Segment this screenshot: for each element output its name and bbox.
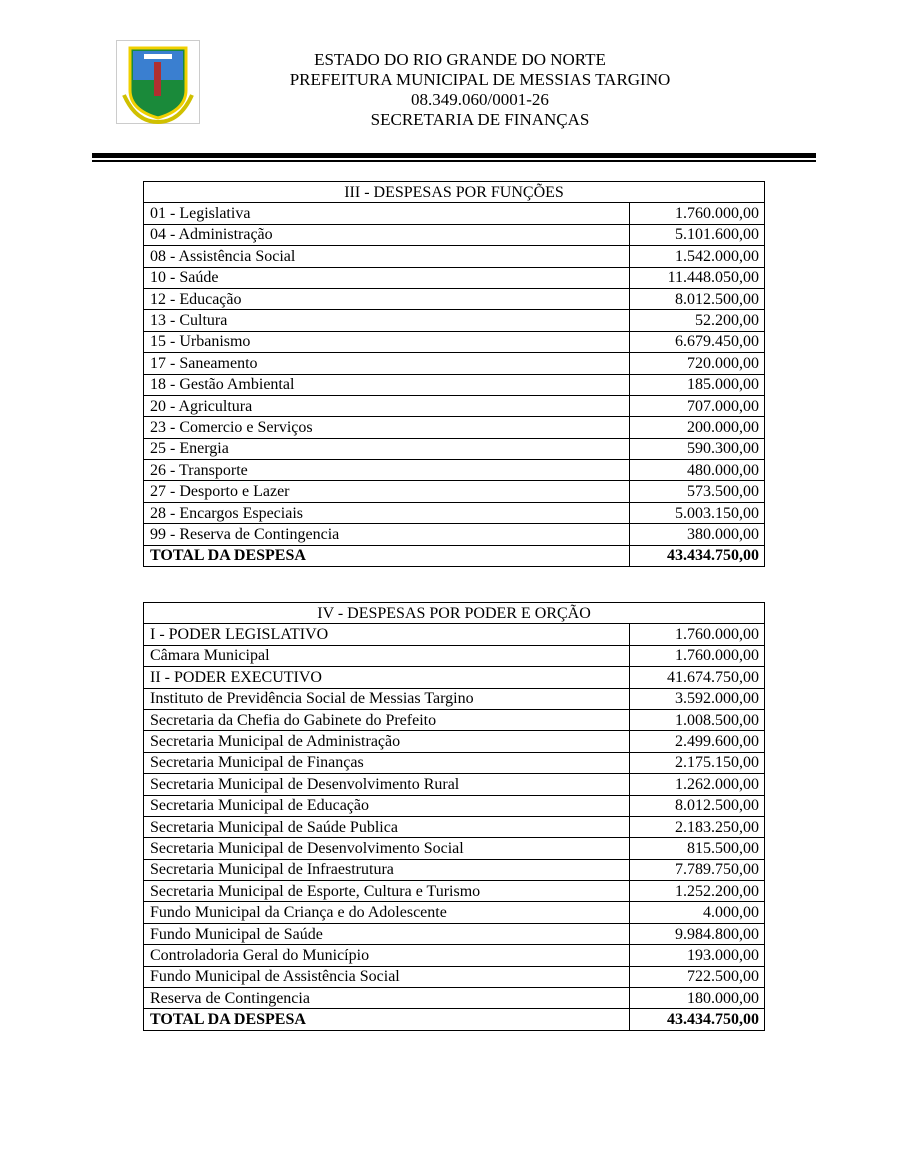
description-cell: 08 - Assistência Social [144,246,630,267]
description-cell: 25 - Energia [144,438,630,459]
amount-cell: 590.300,00 [630,438,765,459]
description-cell: 15 - Urbanismo [144,331,630,352]
amount-cell: 11.448.050,00 [630,267,765,288]
amount-cell: 43.434.750,00 [630,545,765,566]
total-row [144,545,765,566]
description-cell: 17 - Saneamento [144,353,630,374]
description-cell: Secretaria Municipal de Esporte, Cultura e Turismo [144,881,630,902]
table-row [144,460,765,481]
amount-cell: 3.592.000,00 [630,688,765,709]
table-row [144,624,765,645]
header-divider [92,153,816,158]
description-cell: Fundo Municipal da Criança e do Adolescente [144,902,630,923]
expenses-by-power-table [143,602,765,1031]
table-row [144,224,765,245]
description-cell: Secretaria Municipal de Infraestrutura [144,859,630,880]
amount-cell: 5.003.150,00 [630,502,765,523]
amount-cell: 193.000,00 [630,945,765,966]
description-cell: 12 - Educação [144,288,630,309]
table-row [144,988,765,1009]
municipal-coat-of-arms-logo [116,40,200,124]
amount-cell: 707.000,00 [630,395,765,416]
amount-cell: 6.679.450,00 [630,331,765,352]
amount-cell: 1.760.000,00 [630,203,765,224]
description-cell: Câmara Municipal [144,645,630,666]
table-row [144,246,765,267]
amount-cell: 8.012.500,00 [630,795,765,816]
table-row [144,353,765,374]
table-row [144,881,765,902]
description-cell: Secretaria Municipal de Desenvolvimento Social [144,838,630,859]
description-cell: 99 - Reserva de Contingencia [144,524,630,545]
table-row [144,816,765,837]
description-cell: 01 - Legislativa [144,203,630,224]
amount-cell: 815.500,00 [630,838,765,859]
table-row [144,645,765,666]
description-cell: Secretaria Municipal de Educação [144,795,630,816]
table-row [144,331,765,352]
table-row [144,838,765,859]
amount-cell: 722.500,00 [630,966,765,987]
table-row [144,438,765,459]
description-cell: 10 - Saúde [144,267,630,288]
description-cell: Fundo Municipal de Assistência Social [144,966,630,987]
amount-cell: 4.000,00 [630,902,765,923]
description-cell: I - PODER LEGISLATIVO [144,624,630,645]
description-cell: TOTAL DA DESPESA [144,1009,630,1030]
cnpj: 08.349.060/0001-26 [411,90,549,109]
table-row [144,774,765,795]
description-cell: Reserva de Contingencia [144,988,630,1009]
description-cell: Secretaria Municipal de Desenvolvimento Rural [144,774,630,795]
amount-cell: 2.175.150,00 [630,752,765,773]
municipality-name: PREFEITURA MUNICIPAL DE MESSIAS TARGINO [289,70,671,89]
amount-cell: 1.542.000,00 [630,246,765,267]
table-row [144,288,765,309]
table-row [144,709,765,730]
department-name: SECRETARIA DE FINANÇAS [370,110,590,129]
amount-cell: 41.674.750,00 [630,667,765,688]
table-row [144,859,765,880]
table-row [144,203,765,224]
amount-cell: 52.200,00 [630,310,765,331]
table-row [144,417,765,438]
amount-cell: 1.760.000,00 [630,624,765,645]
table-row [144,374,765,395]
table-row [144,945,765,966]
description-cell: 13 - Cultura [144,310,630,331]
description-cell: 27 - Desporto e Lazer [144,481,630,502]
description-cell: Secretaria Municipal de Administração [144,731,630,752]
amount-cell: 1.760.000,00 [630,645,765,666]
expenses-by-function-table [143,181,765,567]
description-cell: Instituto de Previdência Social de Messias Targino [144,688,630,709]
amount-cell: 1.252.200,00 [630,881,765,902]
table-row [144,502,765,523]
table-row [144,267,765,288]
table-row [144,752,765,773]
total-row [144,1009,765,1030]
amount-cell: 480.000,00 [630,460,765,481]
amount-cell: 7.789.750,00 [630,859,765,880]
description-cell: 28 - Encargos Especiais [144,502,630,523]
description-cell: 23 - Comercio e Serviços [144,417,630,438]
description-cell: TOTAL DA DESPESA [144,545,630,566]
description-cell: II - PODER EXECUTIVO [144,667,630,688]
description-cell: Fundo Municipal de Saúde [144,923,630,944]
header-divider-thin [92,160,816,162]
description-cell: Secretaria Municipal de Saúde Publica [144,816,630,837]
table-row [144,524,765,545]
table-title: III - DESPESAS POR FUNÇÕES [144,182,765,203]
amount-cell: 180.000,00 [630,988,765,1009]
table-row [144,688,765,709]
table-row [144,667,765,688]
table-row [144,966,765,987]
amount-cell: 185.000,00 [630,374,765,395]
amount-cell: 380.000,00 [630,524,765,545]
state-name: ESTADO DO RIO GRANDE DO NORTE [314,50,606,69]
description-cell: 18 - Gestão Ambiental [144,374,630,395]
description-cell: Secretaria Municipal de Finanças [144,752,630,773]
letterhead [200,50,760,130]
amount-cell: 573.500,00 [630,481,765,502]
amount-cell: 8.012.500,00 [630,288,765,309]
table-row [144,395,765,416]
amount-cell: 1.008.500,00 [630,709,765,730]
description-cell: 20 - Agricultura [144,395,630,416]
amount-cell: 43.434.750,00 [630,1009,765,1030]
table-row [144,481,765,502]
description-cell: 26 - Transporte [144,460,630,481]
amount-cell: 720.000,00 [630,353,765,374]
amount-cell: 5.101.600,00 [630,224,765,245]
table-row [144,731,765,752]
table-row [144,795,765,816]
description-cell: Secretaria da Chefia do Gabinete do Prefeito [144,709,630,730]
amount-cell: 9.984.800,00 [630,923,765,944]
amount-cell: 200.000,00 [630,417,765,438]
table-row [144,902,765,923]
description-cell: Controladoria Geral do Município [144,945,630,966]
amount-cell: 2.499.600,00 [630,731,765,752]
amount-cell: 1.262.000,00 [630,774,765,795]
table-title: IV - DESPESAS POR PODER E ORÇÃO [144,603,765,624]
table-row [144,310,765,331]
table-row [144,923,765,944]
description-cell: 04 - Administração [144,224,630,245]
amount-cell: 2.183.250,00 [630,816,765,837]
